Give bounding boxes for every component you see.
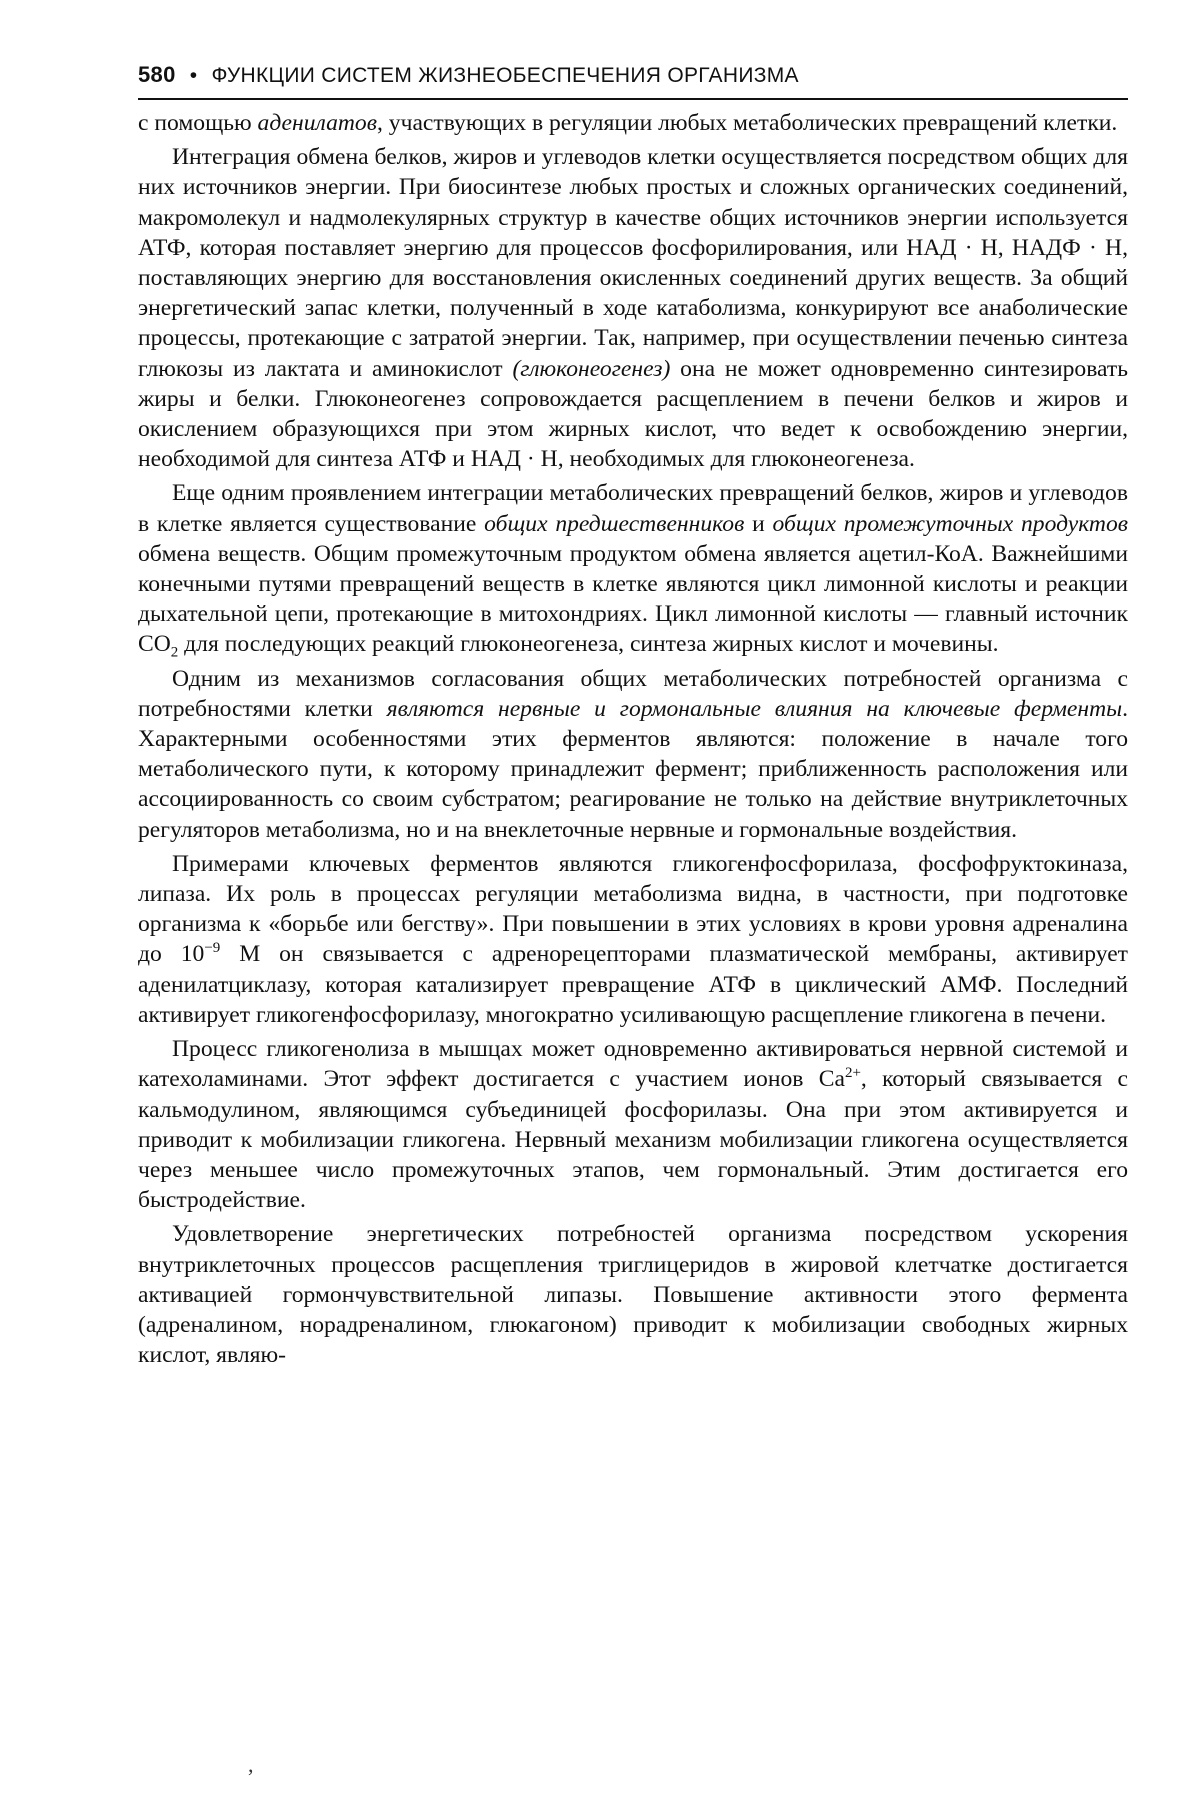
text-run: , который связывается с кальмодулином, являющимся субъединицей фосфорилазы. Она при этом активируется и приводит к мобилизации гликогена. Нервный механизм мобилизации гликогена осуществляется через меньшее число промежуточных этапов, чем гормональный. Этим достигается его быстродействие. [138, 1066, 1129, 1214]
text-run: для последующих реакций глюконеогенеза, синтеза жирных кислот и мочевины. [178, 631, 999, 658]
paragraph [138, 1219, 1128, 1370]
italic-term: общих промежуточных продуктов [772, 510, 1128, 537]
text-run: Интеграция обмена белков, жиров и углеводов клетки осуществляется посредством общих для них источников энергии. При биосинтезе любых простых и сложных органических соединений, макромолекул и надмолекулярных структур в качестве общих источников энергии используется АТФ, которая поставляет энергию для процессов фосфорилирования, или НАД · Н, НАДФ · Н, поставляющих энергию для восстановления окисленных соединений других веществ. За общий энергетический запас клетки, полученный в ходе катаболизма, конкурируют все анаболические процессы, протекающие с затратой энергии. Так, например, при осуществлении печенью синтеза глюкозы из лактата и аминокислот [138, 144, 1128, 382]
text-run: , участвующих в регуляции любых метаболических превращений клетки. [376, 110, 1118, 136]
book-page [138, 62, 1128, 1374]
text-run: Удовлетворение энергетических потребностей организма посредством ускорения внутриклеточных процессов расщепления триглицеридов в жировой клетчатке достигается активацией гормончувствительной липазы. Повышение активности этого фермента (адреналином, норадреналином, глюкагоном) приводит к мобилизации свободных жирных кислот, являю- [138, 1221, 1128, 1369]
text-run: она не может одновременно синтезировать жиры и белки. Глюконеогенез сопровождается расщеплением в печени белков и жиров и окислением образующихся при этом жирных кислот, что ведет к освобождению энергии, необходимой для синтеза АТФ и НАД · Н, необходимых для глюконеогенеза. [138, 355, 1128, 473]
italic-term: общих предшественников [484, 510, 745, 537]
italic-term: аденилатов [257, 110, 377, 136]
paragraph [138, 142, 1128, 474]
text-run: Примерами ключевых ферментов являются гликогенфосфорилаза, фосфофруктокиназа, липаза. Их роль в процессах регуляции метаболизма видна, в частности, при подготовке организма к «борьбе или бегству». При повышении в этих условиях в крови уровня адреналина до 10 [138, 850, 1128, 968]
text-run: обмена веществ. Общим промежуточным продуктом обмена является ацетил-КоА. Важнейшими конечными путями превращений веществ в клетке являются цикл лимонной кислоты и реакции дыхательной цепи, протекающие в митохондриях. Цикл лимонной кислоты — главный источник CO [138, 540, 1128, 658]
page-number: 580 [138, 62, 176, 87]
text-run: с помощью [138, 110, 258, 136]
body-text [138, 108, 1128, 1370]
text-run: Одним из механизмов согласования общих метаболических потребностей организма с потребностями клетки [138, 665, 1128, 722]
superscript: 2+ [844, 1065, 861, 1082]
paragraph [138, 1034, 1128, 1215]
text-run: Еще одним проявлением интеграции метаболических превращений белков, жиров и углеводов в клетке является существование [138, 480, 1128, 537]
text-run: М он связывается с адренорецепторами плазматической мембраны, активирует аденилатциклазу, которая катализирует превращение АТФ в циклический АМФ. Последний активирует гликогенфосфорилазу, многократно усиливающую расщепление гликогена в печени. [138, 941, 1128, 1028]
chapter-title: ФУНКЦИИ СИСТЕМ ЖИЗНЕОБЕСПЕЧЕНИЯ ОРГАНИЗМА [211, 64, 799, 87]
subscript: 2 [170, 645, 179, 662]
italic-term: являются нервные и гормональные влияния на ключевые ферменты [386, 695, 1123, 722]
paragraph [138, 108, 1128, 138]
paragraph [138, 849, 1128, 1030]
text-run: Процесс гликогенолиза в мышцах может одновременно активироваться нервной системой и катехоламинами. Этот эффект достигается с участием ионов Ca [138, 1036, 1128, 1093]
paragraph [138, 478, 1128, 662]
paragraph [138, 664, 1128, 845]
superscript: −9 [204, 940, 221, 957]
running-header [138, 62, 1128, 100]
header-separator: • [189, 64, 198, 87]
print-speck: , [248, 1752, 254, 1777]
italic-term: (глюконеогенез) [512, 355, 671, 382]
text-run: и [744, 510, 773, 537]
text-run: . Характерными особенностями этих ферментов являются: положение в начале того метаболического пути, к которому принадлежит фермент; приближенность расположения или ассоциированность со своим субстратом; реагирование не только на действие внутриклеточных регуляторов метаболизма, но и на внеклеточные нервные и гормональные воздействия. [138, 695, 1128, 843]
